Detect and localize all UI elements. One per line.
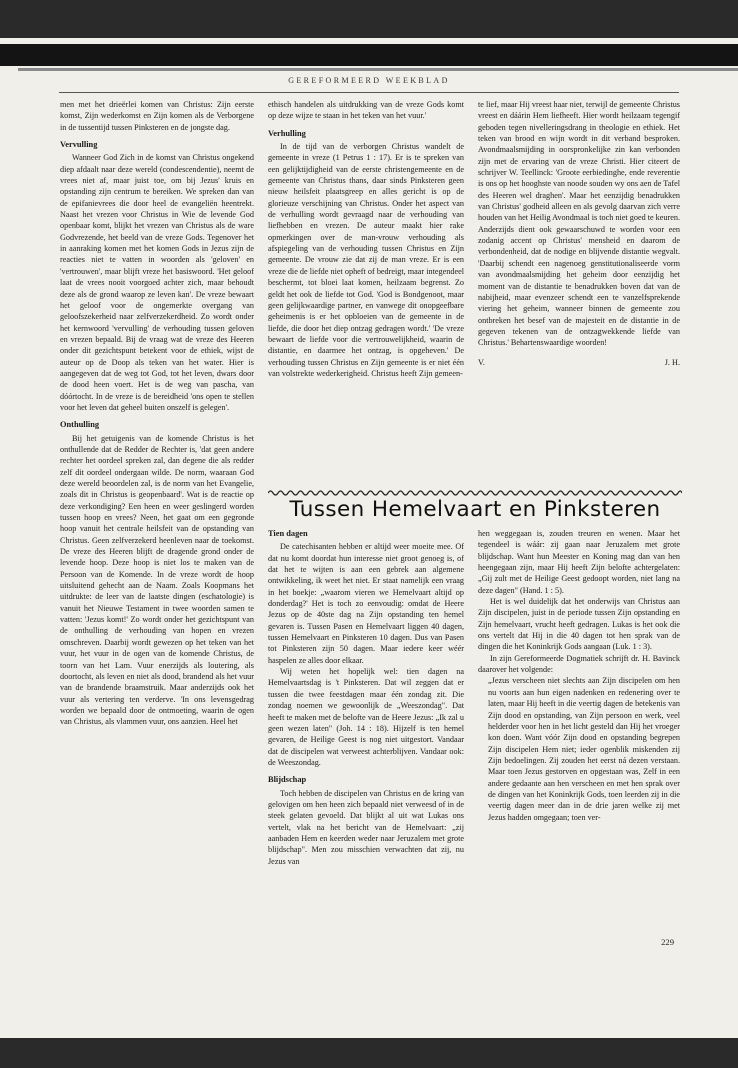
paragraph-verhulling: In de tijd van de verborgen Christus wandelt de gemeente in vreze (1 Petrus 1 : 17). Er is te spreken van een gelijktijdigheid van de eerste christengemeente en de gemeente van Christus thans, daar sinds Pinksteren geen nieuw heilsfeit plaatsgreep en alles gericht is op de glorieuze verschijning van Christus. Onder het aspect van de verhulling wordt gevraagd naar de verhouding van liefhebben en vrezen. De auteur maakt hier rake opmerkingen over de man-vrouw verhouding als afspiegeling van de verhouding tussen Christus en Zijn gemeente. De vrouw zie dat zij de man vreze. Er is een vreze die de liefde niet opheft of bedreigt, maar integendeel beschermt, tot bloei laat komen, heilzaam begrenst. Zo geldt het ook de liefde tot God. 'God is Bondgenoot, maar geen gelijkwaardige partner, en vanwege dit onopgeefbare geheimenis is er het opbloeien van de gemeente in de liefde, die door het diep ontzag gedragen wordt.' 'De vreze bewaart de liefde voor die vertrouwelijkheid, waarin de distantie, en daarmee het ontzag, is opgeheven.' De verhouding tussen Christus en Zijn gemeente is er niet één van volstrekte wederkerigheid. Christus heeft Zijn gemeen- [268,142,464,378]
article-title: Tussen Hemelvaart en Pinksteren [289,497,661,522]
heading-verhulling: Verhulling [268,128,306,138]
column-2 [268,99,464,479]
signature [478,357,680,368]
paragraph-tien-2: Wij weten het hopelijk wel: tien dagen na Hemelvaartsdag is 't Pinksteren. Dat wil zeggen dat er tussen die twee feestdagen maar één zondag zit. Die zondag noemen we gewoonlijk de „Weeszondag". Dat heeft te maken met de belofte van de Heere Jezus: „Ik zal u geen wezen laten" (Joh. 14 : 18). Hijzelf is ten hemel gevaren, de Heilige Geest is nog niet uitgestort. Vandaar dat de discipelen wat verweest achterblijven. Vandaar ook: de Weeszondag. [268,667,464,767]
column-3 [478,99,680,479]
signature-right: J. H. [664,357,680,367]
column-1 [60,99,254,923]
bavinck-quote: „Jezus verscheen niet slechts aan Zijn discipelen om hen nu voorts aan hun eigen nadenken en redenering over te laten, maar Hij heeft in die veertig dagen de betekenis van Zijn dood en opstanding, van Zijn persoon en werk, veel helderder voor hen in het licht gesteld dan Hij het vroeger kon doen. Want vóór Zijn dood en opstanding begrepen Zijn discipelen Hem niet; ieder ogenblik miskenden zij Zijn bedoelingen. Zij zouden het eerst ná dezen verstaan. Maar toen Jezus gestorven en opgestaan was, Zelf in een andere gedaante aan hen verscheen en met hen sprak over de dingen van het Koninkrijk Gods, toen leerden zij in die veertig dagen meer dan in de drie jaren welke zij met Jezus hadden omgegaan; toen ver- [488,676,680,822]
heading-onthulling: Onthulling [60,420,100,430]
running-header: GEREFORMEERD WEEKBLAD [288,76,450,85]
col3-text: te lief, maar Hij vreest haar niet, terwijl de gemeente Christus vreest en dáárin Hem liefheeft. Hier wordt heilzaam tegengif geboden tegen nivelleringsdrang in theologie en ethiek. Het teken van brood en wijn wordt in dit verband besproken. Avondmaalsmijding in oorspronkelijke zin kan verbonden zijn met de ervaring van de vreze Christi. Hier citeert de schrijver W. Teellinck: 'Groote eerbiedinghe, ende reverentie is ons op het hooghste van noode souden wy ons aen de Tafel des Heeren wel draghen'. Maar het eenzijdig benadrukken van Christus' godheid alleen en als gevolg daarvan zich verre houden van het Heilig Avondmaal is toch niet goed te keuren. Anderzijds dient ook gewaarschuwd te worden voor een zodanig accent op Christus' mensheid en daarom de verbondenheid, dat de nodige en blijvende distantie wegvalt. 'Daarbij schendt een nagenoeg genstitutionaliseerde vorm van avondmaalsmijding het geheim door eenzijdig het moment van de distantie te benadrukken boven dat van de nabijheid, maar evenzeer schendt een te vanzelfsprekende viering het geheim, wanneer binnen de gemeente zou ontbreken het besef van de majesteit en de distantie in de gegeven tekenen van de ontzagwekkende liefde van Christus.' Behartenswaardige woorden! [478,100,680,348]
paragraph-r2: Het is wel duidelijk dat het onderwijs van Christus aan Zijn discipelen, juist in de periode tussen Zijn opstanding en Zijn hemelvaart, vrucht heeft gedragen. Lukas is het ook die ons vertelt dat Hij in die 40 dagen tot hen sprak van de dingen die het Koninkrijk Gods aangaan (Luk. 1 : 3). [478,597,680,652]
header-rule [59,92,679,93]
heading-vervulling: Vervulling [60,140,98,150]
wavy-divider [268,489,682,497]
heading-tien-dagen: Tien dagen [268,529,308,538]
page-number: 229 [661,937,674,947]
heading-blijdschap: Blijdschap [268,775,307,785]
col1-intro: men met het drieërlei komen van Christus: Zijn eerste komst, Zijn wederkomst en Zijn komen als de Verborgene in de tussentijd tussen Pinksteren en de jongste dag. [60,100,254,132]
paragraph-blijdschap: Toch hebben de discipelen van Christus en de kring van gelovigen om hen heen zich bepaald niet verweesd of in de steek gelaten gevoeld. Dat blijkt al uit wat Lukas ons vertelt, vlak na het bericht van de Hemelvaart: „zij aanbaden Hem en keerden weder naar Jeruzalem met grote blijdschap". Men zou misschien verwachten dat zij, nu Jezus van [268,788,464,866]
paragraph-vervulling: Wanneer God Zich in de komst van Christus ongekend diep afdaalt naar deze wereld (condescendentie), neemt de vrees niet af, maar juist toe, om bij Jezus' kruis en opstanding zijn centrum te bereiken. We spreken dan van de epifanievrees die door heel de evangeliën heentrekt. Naast het vrezen voor Christus in Wie de levende God openbaar komt, blijkt het vrezen van Christus als de ware Godvrezende, het beeld van de vreze Gods. Tegenover het in aanraking komen met het komen Gods in Jezus zijn de reacties niet te vatten in woorden als 'geloven' en 'vertrouwen', maar blijft vreze het basiswoord. 'Het geloof laat de vrees nooit voorgoed achter zich, maar behoudt deze als de grond waarop ze leven kan'. De vreze bewaart het geloof voor de ongemerkte overgang van geloofszekerheid naar zelfverzekerdheid. Zo wordt onder het kernwoord 'vervulling' de verhouding tussen geloven en vrezen bepaald. Bij de vraag wat de vreze des Heeren onder dit gezichtspunt betekent voor de ethiek, wijst de auteur op de Doop als teken van het water. Hier is aangegeven dat de weg tot God, tot het leven, dwars door de dood heen voert. Het is de weg van pascha, van dóórtocht. In de vreze is de bereidheid 'ons open te stellen voor het leven dat geheel buiten onszelf is gelegen'. [60,153,254,412]
scan-border [0,44,738,66]
article-column-right [478,528,680,923]
paragraph-r1: hen weggegaan is, zouden treuren en wenen. Maar het tegendeel is wáár: zij gaan naar Jeruzalem met grote blijdschap. Want hun Meester en Koning mag dan van hen heengegaan zijn, maar Hij heeft Zijn belofte achtergelaten: „Gij zult met de Heilige Geest gedoopt worden, niet lang na deze dagen" (Hand. 1 : 5). [478,529,680,595]
paragraph-r3: In zijn Gereformeerde Dogmatiek schrijft dr. H. Bavinck daarover het volgende: [478,653,680,675]
scan-border-line [18,68,738,71]
paragraph-onthulling: Bij het getuigenis van de komende Christus is het onthullende dat de Redder de Rechter is, 'dat geen andere rechter het oordeel spreken zal, dan degene die als redder zelf dit oordeel ondergaan wilde. De norm, waaraan God deze wereld beoordelen zal, is de norm van het Evangelie, zoals dit in Christus is geopenbaard'. Wat is de reactie op deze verkondiging? Een heen en weer geslingerd worden tussen hoop en vrees? Neen, het gaat om een gegronde hoop vanuit het centrale heilsfeit van de opstanding van Christus. Geen zelfverzekerd heenleven naar de toekomst. De vreze des Heeren blijft de dragende grond onder de levende hoop. Deze hoop is niet los te maken van de Persoon van de Komende. In de vreze wordt de hoop uitsluitend gehecht aan de Naam. Zoals Koopmans het uitdrukte: de leer van de laatste dingen (eschatologie) is vanuit het Nieuwe Testament in twee woorden samen te vatten: 'Jezus komt!' Zo wordt onder het gezichtspunt van de onthulling de verhouding van hopen en vrezen omschreven. Daarbij wordt gewezen op het teken van het vuur, het vuur in de ogen van de komende Christus, de toorn van het Lam. Vuur enerzijds als loutering, als doortocht, als leven en niet als dood, brandend als het vuur van de brandende braamstruik. Maar anderzijds ook het vuur als vertering ten verderve. 'In ons levensgedrag worden we bepaald door de ontmoeting, waarin de ogen van Christus, als vlammen vuur, ons aanzien. Heel het [60,433,254,727]
paragraph-tien-1: De catechisanten hebben er altijd weer moeite mee. Of dat nu komt doordat hun interesse niet groot genoeg is, of dat het te wijten is aan een gebrek aan algemene ontwikkeling, ik weet het niet. Er staat namelijk een vraag in het boekje: „waarom vieren we Hemelvaart altijd op donderdag?' Het is toch zo eenvoudig: omdat de Heere Jezus op de 40ste dag na Zijn opstanding ten hemel gevaren is. Tussen Pasen en Hemelvaart liggen 40 dagen, tussen Hemelvaart en Pinksteren 10 dagen. Dus van Pasen tot Pinksteren zijn 50 dagen. Maar iedere keer wéér haspelen ze alles door elkaar. [268,542,464,665]
article-column-left [268,528,464,923]
signature-left: V. [478,357,485,367]
col2-intro: ethisch handelen als uitdrukking van de vreze Gods komt op deze wijze te staan in het teken van het vuur.' [268,100,464,121]
